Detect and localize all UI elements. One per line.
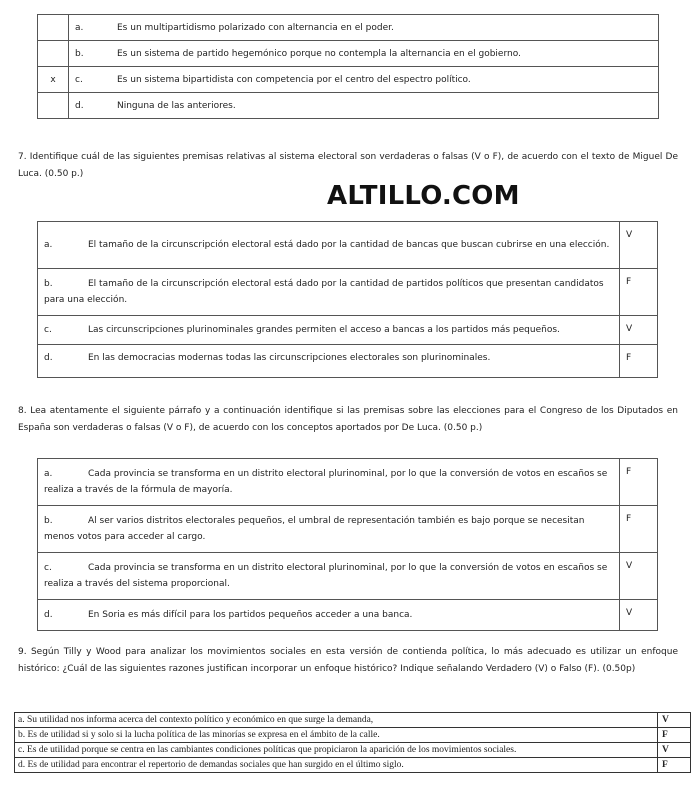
premise-text: Las circunscripciones plurinominales grandes permiten el acceso a bancas a los partidos más pequeños. (88, 325, 560, 335)
option-mark (38, 93, 69, 119)
answer-cell: F (620, 506, 658, 553)
premise-letter: c. (44, 325, 52, 335)
option-cell (69, 41, 659, 67)
q6-options-table (37, 14, 659, 119)
option-cell (69, 15, 659, 41)
premise-cell (38, 316, 620, 345)
answer-cell: F (620, 459, 658, 506)
premise-text: El tamaño de la circunscripción electoral está dado por la cantidad de bancas que buscan cubrirse en una elección. (88, 240, 610, 250)
premise-text: En las democracias modernas todas las circunscripciones electorales son plurinominales. (88, 353, 491, 363)
premise-cell: d. Es de utilidad para encontrar el repertorio de demandas sociales que han surgido en el último siglo. (15, 758, 658, 773)
q7-prompt: 7. Identifique cuál de las siguientes premisas relativas al sistema electoral son verdaderas o falsas (V o F), de acuerdo con el texto de Miguel De Luca. (0.50 p.) (18, 152, 678, 179)
table-row (15, 713, 691, 728)
premise-letter: c. (44, 563, 52, 573)
answer-cell: F (620, 345, 658, 378)
table-row (38, 506, 658, 553)
table-row (38, 93, 659, 119)
option-cell (69, 93, 659, 119)
table-row (38, 15, 659, 41)
answer-cell: V (620, 600, 658, 631)
answer-cell: V (620, 222, 658, 269)
premise-cell (38, 345, 620, 378)
option-text: Es un sistema bipartidista con competencia por el centro del espectro político. (117, 74, 471, 85)
option-mark (38, 15, 69, 41)
premise-text: Al ser varios distritos electorales pequeños, el umbral de representación también es bajo porque se necesitan menos votos para acceder al cargo. (44, 516, 585, 542)
q9-table (14, 712, 691, 773)
premise-letter: b. (44, 516, 53, 526)
table-row (38, 41, 659, 67)
premise-text: En Soria es más difícil para los partidos pequeños acceder a una banca. (88, 610, 413, 620)
premise-letter: a. (44, 240, 53, 250)
premise-text: Cada provincia se transforma en un distrito electoral plurinominal, por lo que la conversión de votos en escaños se realiza a través del sistema proporcional. (44, 563, 608, 589)
table-row (38, 600, 658, 631)
table-row (38, 222, 658, 269)
table-row (38, 269, 658, 316)
q8-prompt: 8. Lea atentamente el siguiente párrafo y a continuación identifique si las premisas sobre las elecciones para el Congreso de los Diputados en España son verdaderas o falsas (V o F), de acuerdo con los conceptos aportados por De Luca. (0.50 p.) (18, 406, 678, 433)
option-letter: d. (75, 100, 84, 111)
table-row (38, 459, 658, 506)
table-row (38, 316, 658, 345)
q8-table (37, 458, 658, 631)
table-row (38, 345, 658, 378)
premise-letter: d. (44, 353, 53, 363)
premise-cell (38, 600, 620, 631)
premise-letter: a. (44, 469, 53, 479)
premise-cell (38, 459, 620, 506)
option-text: Ninguna de las anteriores. (117, 100, 236, 111)
option-text: Es un multipartidismo polarizado con alternancia en el poder. (117, 22, 394, 33)
premise-text: Cada provincia se transforma en un distrito electoral plurinominal, por lo que la conversión de votos en escaños se realiza a través de la fórmula de mayoría. (44, 469, 608, 495)
table-row (15, 743, 691, 758)
premise-letter: d. (44, 610, 53, 620)
premise-cell (38, 553, 620, 600)
premise-cell: b. Es de utilidad si y solo si la lucha política de las minorías se expresa en el ámbito de la calle. (15, 728, 658, 743)
option-letter: a. (75, 22, 84, 33)
watermark-logo: ALTILLO.COM (327, 181, 520, 211)
answer-cell: V (658, 713, 691, 728)
answer-cell: V (658, 743, 691, 758)
option-mark: x (38, 67, 69, 93)
answer-cell: F (658, 758, 691, 773)
premise-cell: a. Su utilidad nos informa acerca del contexto político y económico en que surge la demanda, (15, 713, 658, 728)
q9-prompt: 9. Según Tilly y Wood para analizar los movimientos sociales en esta versión de contienda política, lo más adecuado es utilizar un enfoque histórico: ¿Cuál de las siguientes razones justifican incorporar un enfoque histórico? Indique señalando Verdadero (V) o Falso (F). (0.50p) (18, 647, 678, 674)
option-letter: b. (75, 48, 84, 59)
table-row (38, 553, 658, 600)
premise-cell (38, 269, 620, 316)
premise-text: El tamaño de la circunscripción electoral está dado por la cantidad de partidos políticos que presentan candidatos para una elección. (44, 279, 604, 305)
table-row (15, 728, 691, 743)
premise-letter: b. (44, 279, 53, 289)
premise-cell (38, 222, 620, 269)
answer-cell: V (620, 316, 658, 345)
premise-cell (38, 506, 620, 553)
table-row (38, 67, 659, 93)
option-text: Es un sistema de partido hegemónico porque no contempla la alternancia en el gobierno. (117, 48, 521, 59)
option-mark (38, 41, 69, 67)
premise-cell: c. Es de utilidad porque se centra en las cambiantes condiciones políticas que propiciaron la aparición de los movimientos sociales. (15, 743, 658, 758)
answer-cell: F (620, 269, 658, 316)
q7-table (37, 221, 658, 378)
table-row (15, 758, 691, 773)
option-letter: c. (75, 74, 83, 85)
answer-cell: V (620, 553, 658, 600)
answer-cell: F (658, 728, 691, 743)
option-cell (69, 67, 659, 93)
